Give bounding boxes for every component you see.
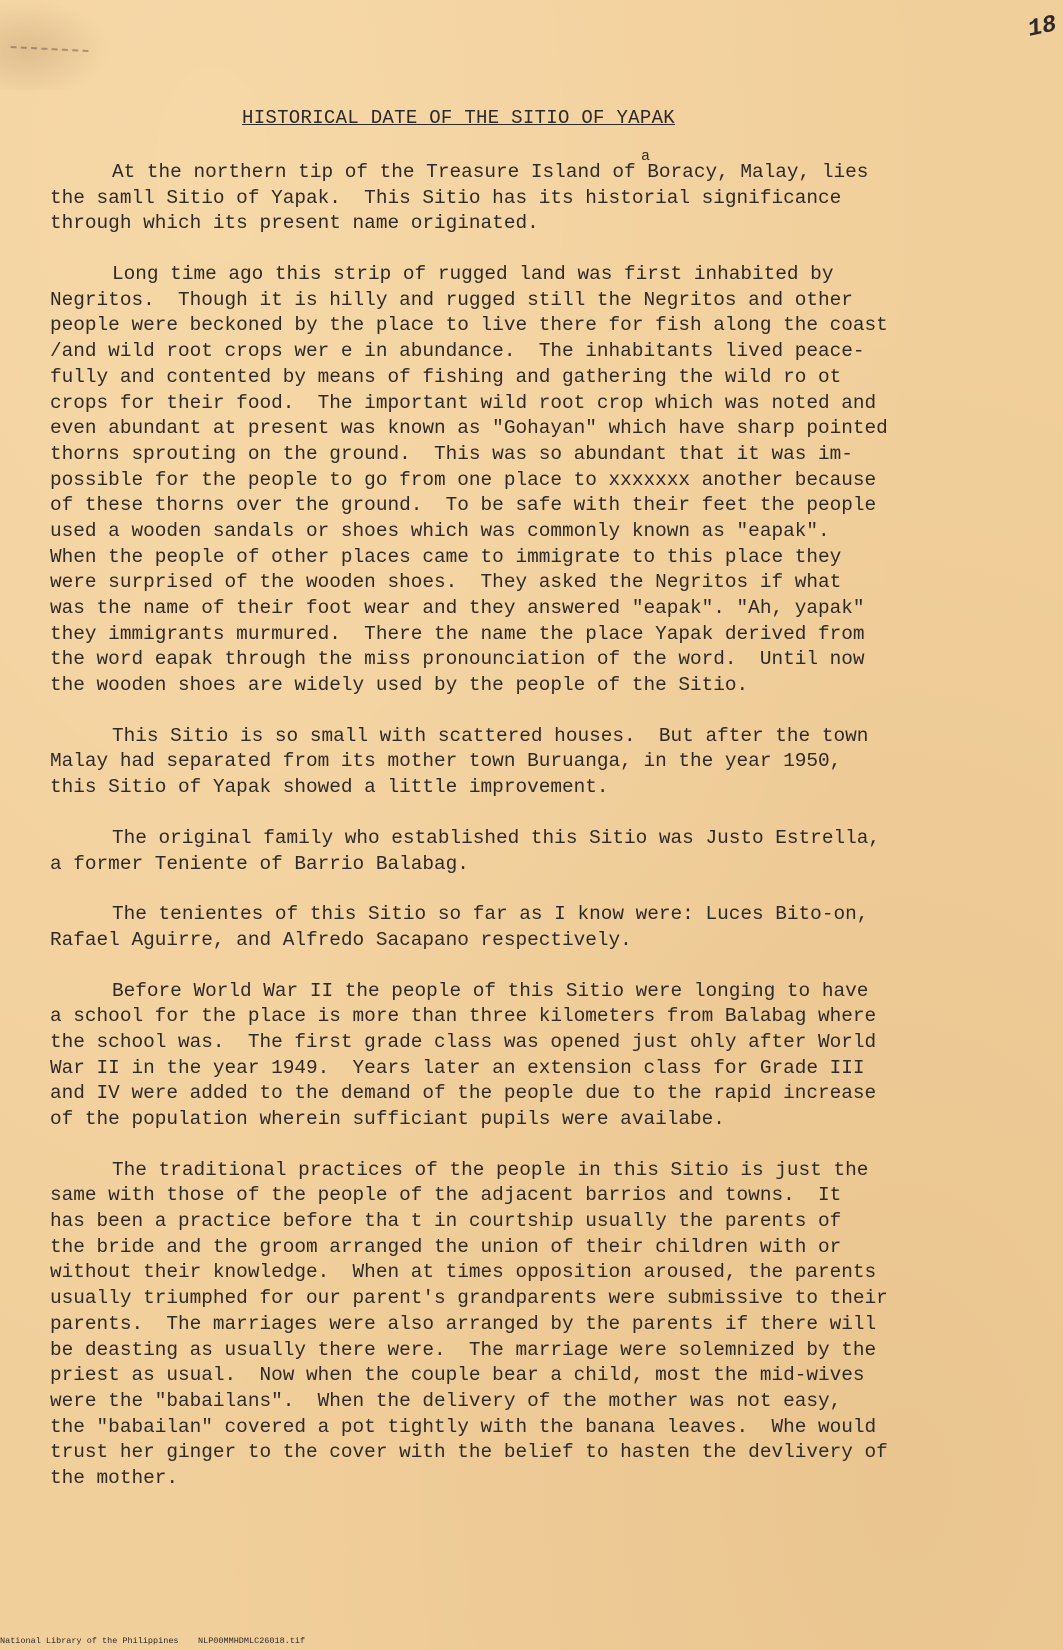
text-line: Malay had separated from its mother town Buruanga, in the year 1950, (50, 750, 842, 773)
text-line: has been a practice before tha t in courtship usually the parents of (50, 1210, 842, 1233)
text-line: without their knowledge. When at times opposition aroused, the parents (50, 1261, 877, 1284)
paragraph (50, 262, 980, 699)
text-line: same with those of the people of the adjacent barrios and towns. It (50, 1184, 842, 1207)
text-line: The original family who established this Sitio was Justo Estrella, (112, 826, 880, 849)
text-line: /and wild root crops wer e in abundance. The inhabitants lived peace- (50, 340, 865, 363)
text-line: were surprised of the wooden shoes. They asked the Negritos if what (50, 571, 842, 594)
text-line: The traditional practices of the people in this Sitio is just the (112, 1158, 869, 1181)
text-line: and IV were added to the demand of the people due to the rapid increase (50, 1082, 877, 1105)
text-line: Long time ago this strip of rugged land was first inhabited by (112, 263, 834, 286)
text-line: even abundant at present was known as "Gohayan" which have sharp pointed (50, 417, 888, 440)
paragraph (50, 902, 980, 953)
text-line: a school for the place is more than three kilometers from Balabag where (50, 1005, 877, 1028)
text-line: thorns sprouting on the ground. This was so abundant that it was im- (50, 442, 853, 465)
text-line: the mother. (50, 1466, 178, 1489)
text-line: this Sitio of Yapak showed a little improvement. (50, 776, 609, 799)
handwritten-insertion: a (641, 148, 651, 165)
scan-footer (0, 1636, 1063, 1650)
fold-mark (9, 46, 88, 72)
paragraph (50, 724, 980, 801)
text-line: the wooden shoes are widely used by the people of the Sitio. (50, 674, 749, 697)
text-line: At the northern tip of the Treasure Island of Boracy, Malay, lies (112, 161, 869, 183)
text-line: people were beckoned by the place to live there for fish along the coast (50, 314, 888, 337)
text-line: usually triumphed for our parent's grandparents were submissive to their (50, 1287, 888, 1310)
text-line: Before World War II the people of this Sitio were longing to have (112, 979, 869, 1002)
page-number: 18 (1025, 11, 1060, 44)
text-line: Rafael Aguirre, and Alfredo Sacapano respectively. (50, 928, 632, 951)
text-line: the bride and the groom arranged the union of their children with or (50, 1235, 842, 1258)
text-line: the samll Sitio of Yapak. This Sitio has its historial significance (50, 186, 842, 209)
text-line: of these thorns over the ground. To be safe with their feet the people (50, 494, 877, 517)
paragraph (50, 1158, 980, 1492)
text-line: a former Teniente of Barrio Balabag. (50, 852, 469, 875)
text-line: the school was. The first grade class was opened just ohly after World (50, 1030, 877, 1053)
paragraph (50, 826, 980, 877)
document-title: HISTORICAL DATE OF THE SITIO OF YAPAK (242, 107, 675, 129)
text-line: was the name of their foot wear and they answered "eapak". "Ah, yapak" (50, 597, 865, 619)
text-line: trust her ginger to the cover with the belief to hasten the devlivery of (50, 1441, 888, 1464)
text-line: War II in the year 1949. Years later an extension class for Grade III (50, 1056, 865, 1079)
text-line: Negritos. Though it is hilly and rugged still the Negritos and other (50, 288, 853, 311)
text-line: used a wooden sandals or shoes which was commonly known as "eapak". (50, 519, 830, 542)
document-body (50, 160, 980, 1517)
footer-file-name: NLP00MMHDMLC26018.tif (198, 1636, 306, 1646)
paragraph (50, 979, 980, 1133)
text-line: the word eapak through the miss pronounciation of the word. Until now (50, 648, 865, 671)
text-line: parents. The marriages were also arranged by the parents if there will (50, 1312, 877, 1335)
text-line: be deasting as usually there were. The marriage were solemnized by the (50, 1338, 877, 1361)
text-line: possible for the people to go from one place to xxxxxxx another because (50, 468, 877, 491)
text-line: were the "babailans". When the delivery of the mother was not easy, (50, 1389, 842, 1412)
paragraph (50, 160, 980, 237)
text-line: the "babailan" covered a pot tightly with the banana leaves. Whe would (50, 1415, 877, 1438)
footer-source: National Library of the Philippines (0, 1636, 179, 1646)
text-line: of the population wherein sufficiant pupils were availabe. (50, 1108, 725, 1130)
text-line: When the people of other places came to immigrate to this place they (50, 545, 842, 568)
text-line: they immigrants murmured. There the name the place Yapak derived from (50, 622, 865, 645)
text-line: through which its present name originated. (50, 212, 539, 235)
text-line: priest as usual. Now when the couple bear a child, most the mid-wives (50, 1364, 865, 1387)
text-line: crops for their food. The important wild root crop which was noted and (50, 391, 877, 414)
text-line: The tenientes of this Sitio so far as I know were: Luces Bito-on, (112, 903, 869, 926)
text-line: fully and contented by means of fishing and gathering the wild ro ot (50, 365, 842, 388)
text-line: This Sitio is so small with scattered houses. But after the town (112, 724, 869, 747)
paper-stain (0, 0, 110, 90)
